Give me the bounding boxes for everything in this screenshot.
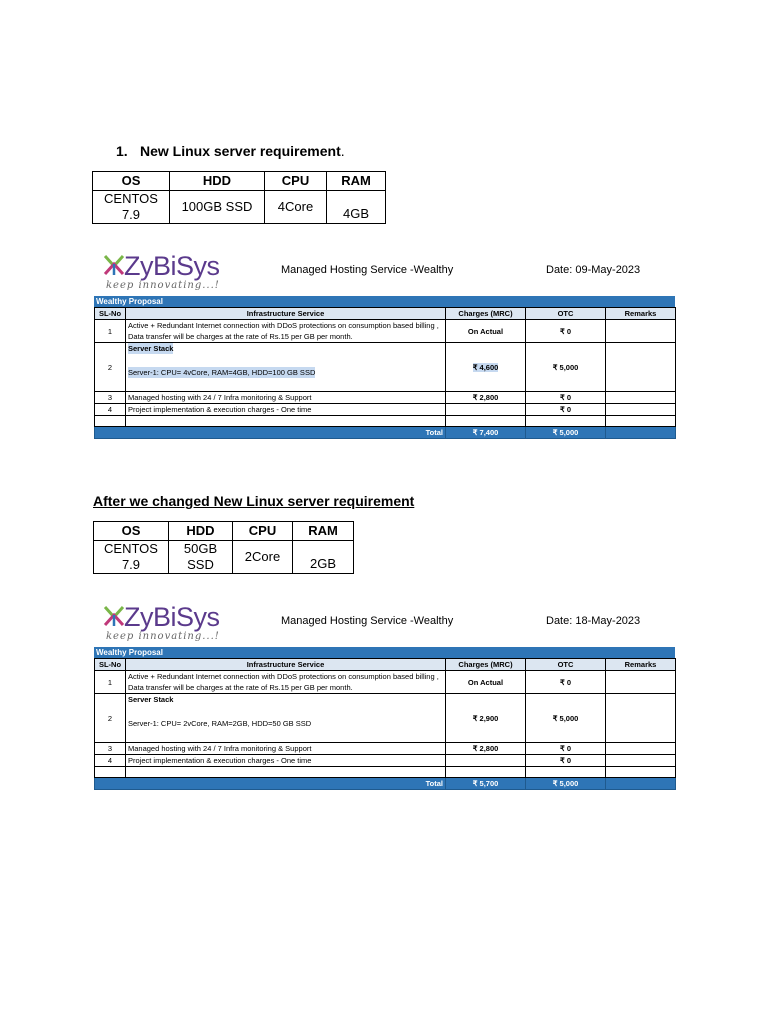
spec-header-os: OS	[93, 172, 170, 191]
brand-name: ZyBiSys	[124, 251, 220, 281]
spec-header-cpu: CPU	[265, 172, 327, 191]
proposal-band: Wealthy Proposal	[94, 647, 675, 658]
heading-number: 1.	[116, 143, 128, 159]
row-mrc: ₹ 2,900	[446, 694, 526, 743]
quote-header-service: Infrastructure Service	[126, 659, 446, 671]
row-otc: ₹ 5,000	[526, 694, 606, 743]
row-mrc: ₹ 2,800	[446, 743, 526, 755]
row-service: Managed hosting with 24 / 7 Infra monitoring & Support	[126, 743, 446, 755]
spec-os-version: 7.9	[121, 207, 141, 222]
table-row	[95, 392, 676, 404]
table-row	[95, 404, 676, 416]
row-service: Project implementation & execution charges - One time	[126, 404, 446, 416]
quote-table	[94, 307, 676, 439]
row-remarks	[606, 671, 676, 694]
row-remarks	[606, 694, 676, 743]
spec-hdd-size: 50GB	[183, 541, 218, 556]
row-mrc-value: ₹ 4,600	[472, 362, 499, 372]
spec-header-hdd: HDD	[170, 172, 265, 191]
table-row	[95, 343, 676, 392]
row-service: Managed hosting with 24 / 7 Infra monitoring & Support	[126, 392, 446, 404]
quote-table	[94, 658, 676, 790]
quote-header-otc: OTC	[526, 659, 606, 671]
quote-header-sl: SL-No	[95, 659, 126, 671]
total-row	[95, 427, 676, 439]
heading-new-requirement	[116, 143, 345, 159]
spec-header-cpu: CPU	[233, 522, 293, 541]
row-remarks	[606, 343, 676, 392]
row-remarks	[606, 320, 676, 343]
spec-header-hdd: HDD	[169, 522, 233, 541]
row-otc: ₹ 0	[526, 755, 606, 767]
row-mrc: ₹ 2,800	[446, 392, 526, 404]
brand-tagline: keep innovating...!	[106, 631, 220, 642]
quote-header-remarks: Remarks	[606, 308, 676, 320]
spec-header-os: OS	[94, 522, 169, 541]
proposal-title: Managed Hosting Service -Wealthy	[281, 615, 454, 627]
spec-table-original	[92, 171, 386, 224]
quote-header-mrc: Charges (MRC)	[446, 659, 526, 671]
proposal-header	[94, 247, 675, 296]
proposal-date: Date: 18-May-2023	[546, 615, 641, 627]
quote-header-mrc: Charges (MRC)	[446, 308, 526, 320]
row-remarks	[606, 755, 676, 767]
row-service: Project implementation & execution charges - One time	[126, 755, 446, 767]
row-sl: 2	[95, 343, 126, 392]
row-otc: ₹ 0	[526, 404, 606, 416]
blank-row	[95, 416, 676, 427]
total-label: Total	[126, 778, 446, 790]
quote-header-remarks: Remarks	[606, 659, 676, 671]
row-service	[126, 694, 446, 743]
row-mrc	[446, 755, 526, 767]
row-otc: ₹ 0	[526, 392, 606, 404]
table-row	[95, 743, 676, 755]
proposal-screenshot-2	[94, 598, 675, 806]
row-remarks	[606, 743, 676, 755]
spec-header-ram: RAM	[293, 522, 354, 541]
row-sl: 4	[95, 404, 126, 416]
row-otc: ₹ 0	[526, 320, 606, 343]
row-remarks	[606, 404, 676, 416]
row-sl: 3	[95, 392, 126, 404]
total-mrc: ₹ 5,700	[446, 778, 526, 790]
server-spec: Server-1: CPU= 2vCore, RAM=2GB, HDD=50 GB SSD	[128, 719, 312, 728]
quote-header-service: Infrastructure Service	[126, 308, 446, 320]
table-row	[95, 671, 676, 694]
proposal-title: Managed Hosting Service -Wealthy	[281, 264, 454, 276]
spec-os-name: CENTOS	[104, 541, 158, 556]
row-sl: 1	[95, 671, 126, 694]
row-otc: ₹ 5,000	[526, 343, 606, 392]
quote-header-sl: SL-No	[95, 308, 126, 320]
proposal-screenshot-1	[94, 247, 675, 455]
heading-suffix: .	[340, 143, 345, 159]
zybisys-logo-icon	[102, 253, 126, 277]
row-service: Active + Redundant Internet connection with DDoS protections on consumption based billing , Data transfer will be charges at the rate of Rs.15 per GB per month.	[126, 320, 446, 343]
proposal-header	[94, 598, 675, 647]
row-mrc: On Actual	[446, 671, 526, 694]
spec-os-version: 7.9	[121, 557, 141, 572]
server-spec: Server-1: CPU= 4vCore, RAM=4GB, HDD=100 GB SSD	[128, 368, 316, 377]
server-stack-title: Server Stack	[128, 344, 174, 353]
spec-hdd	[169, 541, 233, 574]
total-otc: ₹ 5,000	[526, 778, 606, 790]
total-label: Total	[126, 427, 446, 439]
proposal-date: Date: 09-May-2023	[546, 264, 641, 276]
spec-hdd: 100GB SSD	[170, 191, 265, 224]
row-sl: 2	[95, 694, 126, 743]
total-row	[95, 778, 676, 790]
row-otc: ₹ 0	[526, 671, 606, 694]
table-row	[95, 694, 676, 743]
total-otc: ₹ 5,000	[526, 427, 606, 439]
spec-os	[93, 191, 170, 224]
brand-tagline: keep innovating...!	[106, 280, 220, 291]
row-remarks	[606, 392, 676, 404]
spec-hdd-type: SSD	[187, 557, 214, 572]
table-row	[95, 320, 676, 343]
row-mrc: On Actual	[446, 320, 526, 343]
row-sl: 4	[95, 755, 126, 767]
spec-cpu: 2Core	[233, 541, 293, 574]
row-sl: 3	[95, 743, 126, 755]
row-sl: 1	[95, 320, 126, 343]
spec-ram: 4GB	[327, 191, 386, 224]
row-service: Active + Redundant Internet connection with DDoS protections on consumption based billing , Data transfer will be charges at the rate of Rs.15 per GB per month.	[126, 671, 446, 694]
spec-ram: 2GB	[293, 541, 354, 574]
spec-header-ram: RAM	[327, 172, 386, 191]
quote-header-otc: OTC	[526, 308, 606, 320]
proposal-band: Wealthy Proposal	[94, 296, 675, 307]
heading-changed-requirement: After we changed New Linux server requirement	[93, 493, 415, 509]
row-otc: ₹ 0	[526, 743, 606, 755]
heading-text: New Linux server requirement	[140, 143, 341, 159]
total-mrc: ₹ 7,400	[446, 427, 526, 439]
row-service	[126, 343, 446, 392]
row-mrc	[446, 404, 526, 416]
server-stack-title: Server Stack	[128, 695, 174, 704]
spec-table-changed	[93, 521, 354, 574]
brand-name: ZyBiSys	[124, 602, 220, 632]
table-row	[95, 755, 676, 767]
row-mrc	[446, 343, 526, 392]
blank-row	[95, 767, 676, 778]
spec-os-name: CENTOS	[104, 191, 158, 206]
spec-os	[94, 541, 169, 574]
spec-cpu: 4Core	[265, 191, 327, 224]
zybisys-logo-icon	[102, 604, 126, 628]
